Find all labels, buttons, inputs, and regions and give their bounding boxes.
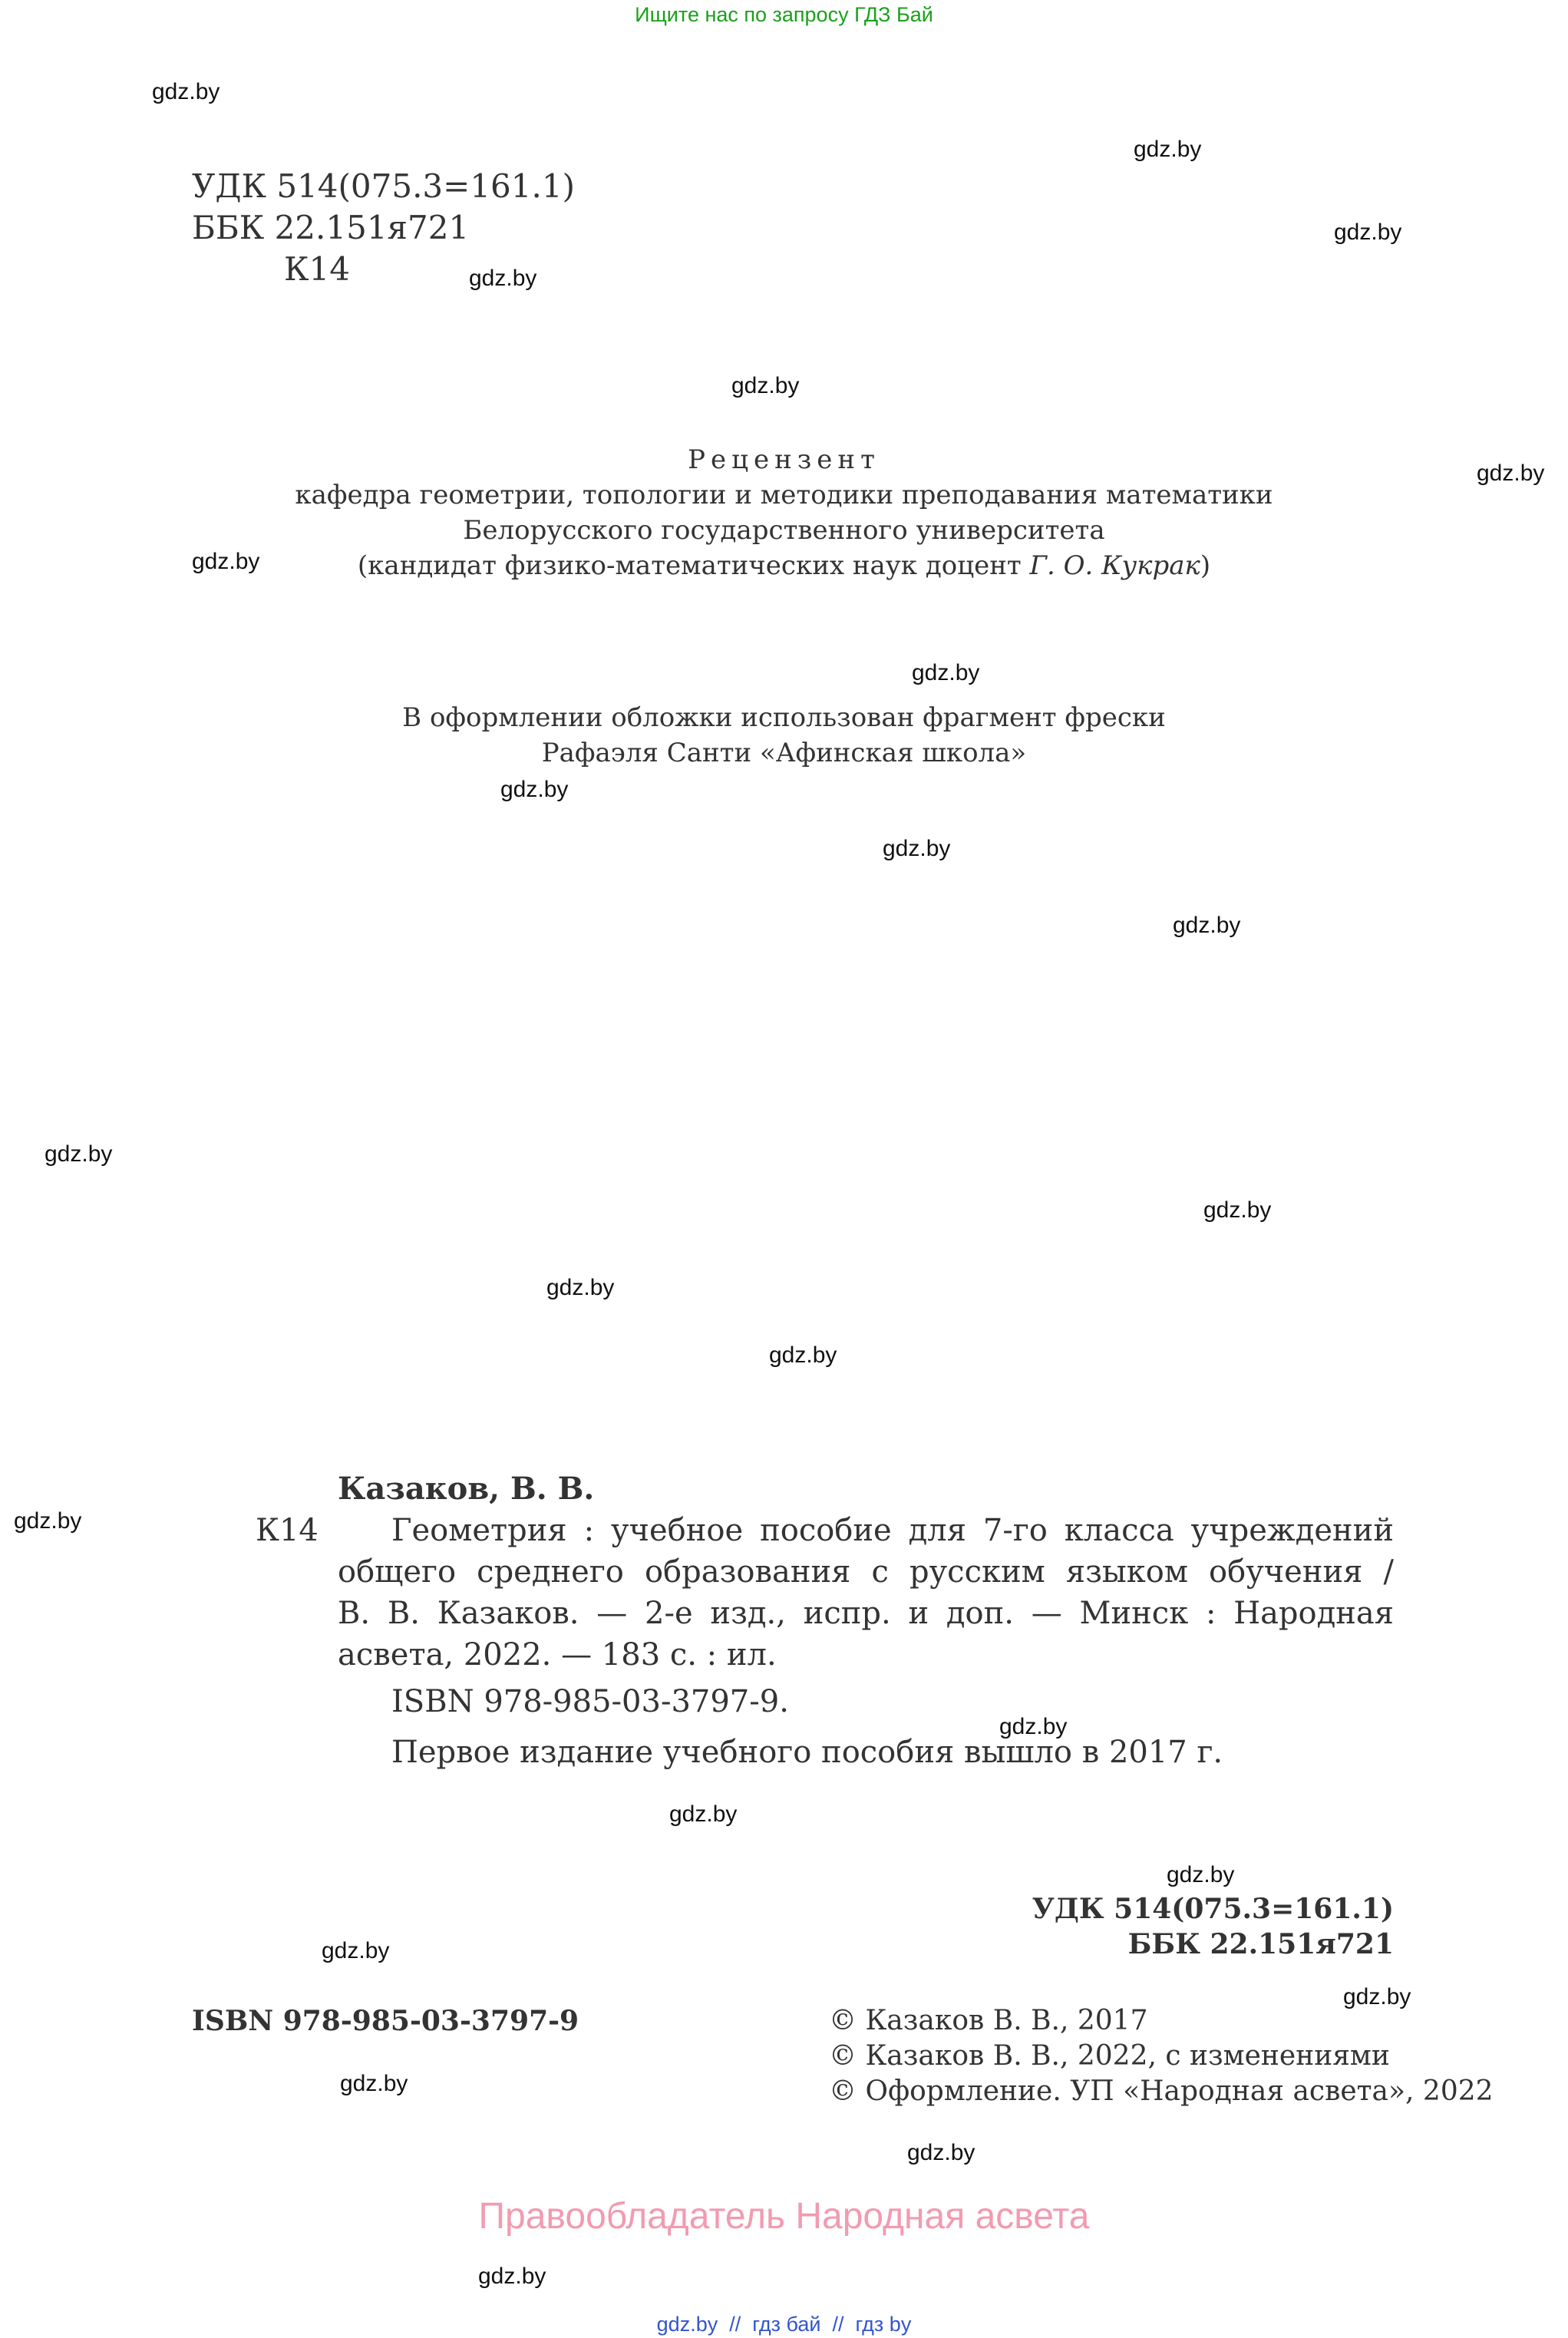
isbn-bold: ISBN 978-985-03-3797-9 <box>192 2005 579 2037</box>
author-mark: К14 <box>284 250 350 288</box>
link-gdz-by-mixed[interactable]: гдз by <box>855 2313 912 2336</box>
watermark: gdz.by <box>999 1714 1068 1739</box>
watermark: gdz.by <box>1167 1862 1235 1887</box>
watermark: gdz.by <box>883 836 951 861</box>
watermark: gdz.by <box>1343 1984 1411 2009</box>
reviewer-line: Белорусского государственного университета <box>463 515 1105 546</box>
watermark: gdz.by <box>731 373 800 398</box>
bbk-code: ББК 22.151я721 <box>192 209 470 246</box>
bib-code: К14 <box>256 1513 319 1548</box>
bib-line: асвета, 2022. — 183 с. : ил. <box>338 1637 777 1673</box>
link-gdz-by[interactable]: gdz.by <box>656 2313 718 2336</box>
watermark: gdz.by <box>478 2264 546 2289</box>
bib-isbn: ISBN 978-985-03-3797-9. <box>391 1684 789 1719</box>
watermark: gdz.by <box>500 777 569 802</box>
watermark: gdz.by <box>1477 461 1545 486</box>
watermark: gdz.by <box>45 1141 113 1167</box>
udk-code: УДК 514(075.3=161.1) <box>192 167 575 205</box>
watermark: gdz.by <box>769 1342 837 1368</box>
watermark: gdz.by <box>1134 137 1202 162</box>
watermark: gdz.by <box>546 1275 615 1300</box>
reviewer-heading: Рецензент <box>688 444 880 475</box>
bib-line: Геометрия : учебное пособие для 7-го класса учреждений <box>391 1513 1394 1548</box>
watermark: gdz.by <box>907 2140 975 2165</box>
reviewer-suffix: ) <box>1200 550 1211 581</box>
watermark: gdz.by <box>340 2071 408 2096</box>
copyright-line: © Казаков В. В., 2017 <box>829 2005 1148 2036</box>
first-edition-note: Первое издание учебного пособия вышло в 2017 г. <box>391 1735 1223 1770</box>
footer-bbk: ББК 22.151я721 <box>1127 1928 1394 1960</box>
reviewer-name: Г. О. Кукрак <box>1029 550 1200 581</box>
cover-note: Рафаэля Санти «Афинская школа» <box>541 738 1027 768</box>
watermark: gdz.by <box>152 79 220 104</box>
bib-line: В. В. Казаков. — 2-е изд., испр. и доп. — Минск : Народная <box>338 1596 1394 1631</box>
top-banner: Ищите нас по запросу ГДЗ Бай <box>635 3 933 26</box>
copyright-line: © Оформление. УП «Народная асвета», 2022 <box>829 2075 1494 2107</box>
reviewer-degree: (кандидат физико-математических наук доцент <box>357 550 1030 581</box>
footer-udk: УДК 514(075.3=161.1) <box>1032 1893 1394 1925</box>
watermark: gdz.by <box>1334 220 1402 245</box>
watermark: gdz.by <box>322 1938 390 1963</box>
reviewer-line <box>0 548 1568 583</box>
link-gdz-bai[interactable]: гдз бай <box>752 2313 821 2336</box>
link-separator: // <box>832 2313 844 2336</box>
watermark: gdz.by <box>669 1801 738 1827</box>
watermark: gdz.by <box>912 660 980 685</box>
bib-line: общего среднего образования с русским языком обучения / <box>338 1554 1394 1590</box>
bib-author: Казаков, В. В. <box>338 1471 595 1507</box>
watermark: gdz.by <box>1203 1197 1272 1223</box>
watermark: gdz.by <box>14 1508 82 1534</box>
cover-note: В оформлении обложки использован фрагмент фрески <box>402 702 1166 733</box>
copyright-line: © Казаков В. В., 2022, с изменениями <box>829 2040 1390 2072</box>
bottom-links <box>0 2313 1568 2336</box>
link-separator: // <box>729 2313 741 2336</box>
reviewer-line: кафедра геометрии, топологии и методики преподавания математики <box>295 480 1273 510</box>
watermark: gdz.by <box>469 266 537 291</box>
watermark: gdz.by <box>1173 913 1241 938</box>
rights-holder: Правообладатель Народная асвета <box>478 2196 1090 2237</box>
watermark: gdz.by <box>192 549 260 574</box>
